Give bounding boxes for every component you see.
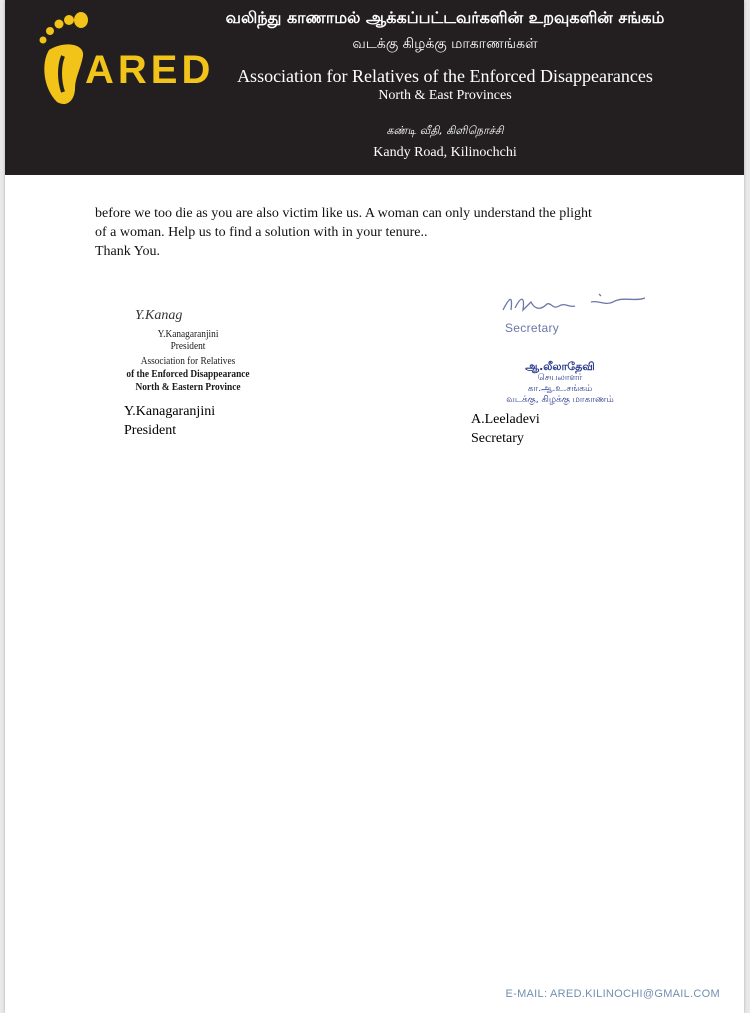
tamil-address: கண்டி வீதி, கிளிநொச்சி bbox=[386, 124, 504, 137]
letter-body bbox=[95, 204, 695, 261]
letter-page bbox=[5, 0, 744, 1013]
logo-wordmark: ARED bbox=[85, 48, 215, 92]
stamp-line: வடக்கு, கிழக்கு மாகாணம் bbox=[506, 395, 614, 405]
org-region: North & East Provinces bbox=[378, 88, 512, 103]
secretary-stamp bbox=[485, 360, 635, 406]
letterhead bbox=[5, 0, 744, 175]
stamp-line: North & Eastern Province bbox=[135, 381, 241, 393]
tamil-org-title: வலிந்து காணாமல் ஆக்கப்பட்டவர்களின் உறவுகளின் சங்கம் bbox=[225, 8, 665, 27]
secretary-title: Secretary bbox=[471, 431, 524, 446]
president-signature: Y.Kanag bbox=[135, 308, 183, 323]
body-line: before we too die as you are also victim like us. A woman can only understand the plight bbox=[95, 206, 592, 221]
body-line: of a woman. Help us to find a solution with in your tenure.. bbox=[95, 225, 428, 240]
secretary-block bbox=[471, 410, 540, 448]
footer-email[interactable]: E-MAIL: ARED.KILINOCHI@GMAIL.COM bbox=[505, 988, 720, 1000]
ared-logo bbox=[35, 8, 215, 108]
stamp-line: செயலாளர் bbox=[537, 373, 583, 383]
tamil-region: வடக்கு கிழக்கு மாகாணங்கள் bbox=[352, 36, 538, 52]
stamp-line: கா.ஆ.உ.சங்கம் bbox=[527, 384, 593, 394]
body-line: Thank You. bbox=[95, 244, 160, 259]
president-name: Y.Kanagaranjini bbox=[124, 404, 216, 419]
stamp-line: Y.Kanagaranjini bbox=[157, 328, 219, 340]
stamp-line: President bbox=[170, 340, 206, 352]
org-name: Association for Relatives of the Enforced Disappearances bbox=[237, 66, 653, 86]
secretary-label: Secretary bbox=[505, 321, 560, 335]
president-stamp bbox=[113, 308, 263, 400]
president-title: President bbox=[124, 423, 177, 438]
stamp-line: Association for Relatives bbox=[140, 355, 236, 367]
president-block bbox=[124, 402, 215, 440]
stamp-line: of the Enforced Disappearance bbox=[126, 368, 250, 380]
secretary-signature bbox=[495, 284, 665, 324]
secretary-name: A.Leeladevi bbox=[471, 412, 540, 427]
stamp-line: ஆ.லீலாதேவி bbox=[525, 360, 595, 373]
address: Kandy Road, Kilinochchi bbox=[373, 145, 517, 160]
